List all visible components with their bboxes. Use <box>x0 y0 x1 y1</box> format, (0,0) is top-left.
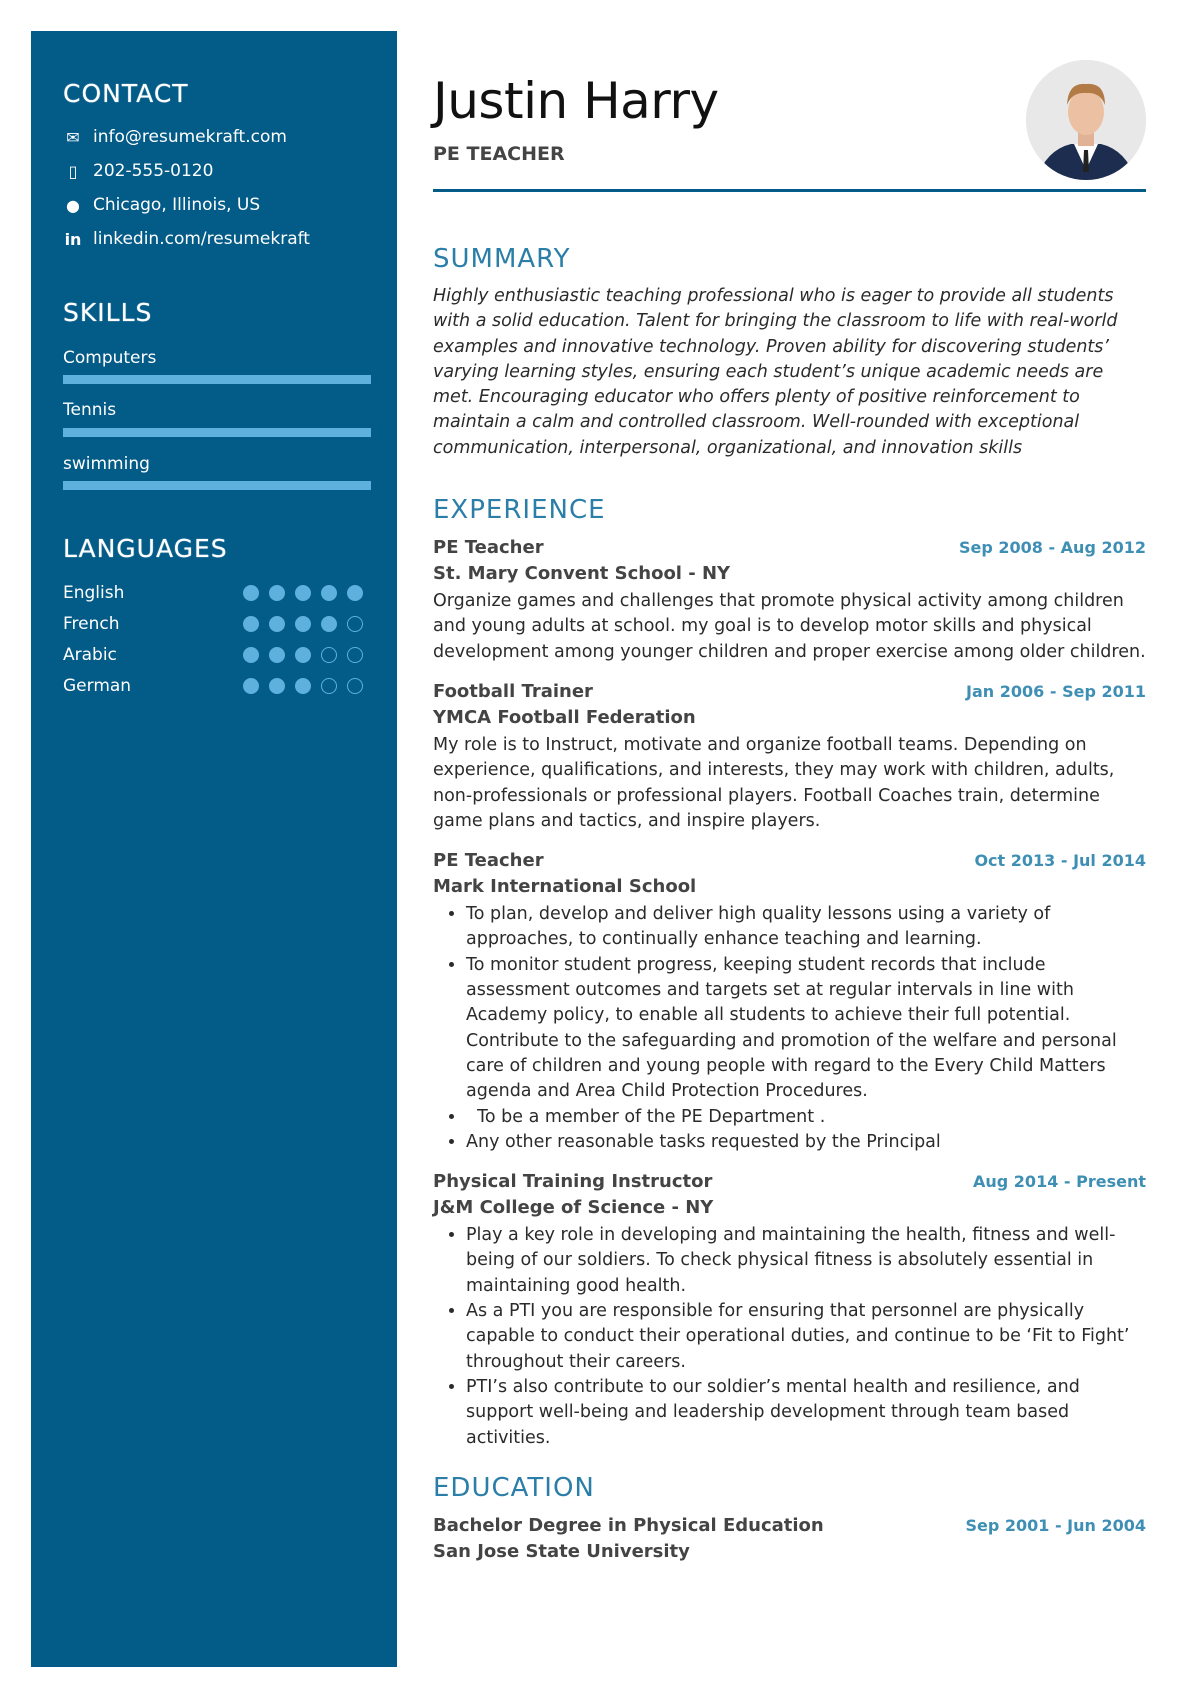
candidate-title: PE TEACHER <box>433 143 565 165</box>
degree: Bachelor Degree in Physical Education <box>433 1514 824 1536</box>
skills-heading: SKILLS <box>63 298 153 327</box>
skill-bar <box>63 481 371 490</box>
filled-dot-icon <box>321 616 337 632</box>
experience-item <box>433 1169 1146 1451</box>
job-dates: Jan 2006 - Sep 2011 <box>966 681 1146 701</box>
language-row <box>63 583 363 603</box>
job-title: PE Teacher <box>433 850 544 872</box>
experience-item <box>433 535 1146 665</box>
phone-text: 202-555-0120 <box>93 161 214 181</box>
education-heading: EDUCATION <box>433 1472 595 1503</box>
job-dates: Sep 2008 - Aug 2012 <box>958 538 1146 558</box>
language-rating <box>243 647 363 663</box>
education-item <box>433 1513 1146 1565</box>
language-name: Arabic <box>63 645 117 665</box>
school: San Jose State University <box>433 1540 690 1562</box>
language-row <box>63 645 363 665</box>
email-text: info@resumekraft.com <box>93 127 287 147</box>
job-bullet: • Play a key role in developing and maintaining the health, fitness and well-being of our soldiers. To check physical fitness is absolutely essential in maintaining good health. <box>466 1223 1146 1299</box>
location-text: Chicago, Illinois, US <box>93 195 261 215</box>
filled-dot-icon <box>243 647 259 663</box>
empty-dot-icon <box>321 678 337 694</box>
location-pin-icon: ● <box>66 195 80 215</box>
filled-dot-icon <box>243 585 259 601</box>
summary-text: Highly enthusiastic teaching professional who is eager to provide all students with a solid education. Talent for bringing the classroom to life with real-world examples and innovative technology. Proven ability for discovering students’ varying learning styles, ensuring each student’s unique academic needs are met. Encouraging educator who offers plenty of positive reinforcement to maintain a calm and controlled classroom. Well-rounded with exceptional communication, interpersonal, organizational, and innovation skills <box>433 286 1118 458</box>
contact-location <box>63 195 260 215</box>
job-title: Physical Training Instructor <box>433 1171 713 1193</box>
empty-dot-icon <box>347 647 363 663</box>
job-bullet: • Any other reasonable tasks requested by the Principal <box>466 1130 1146 1155</box>
language-rating <box>243 678 363 694</box>
phone-icon: ▯ <box>68 161 78 181</box>
filled-dot-icon <box>269 647 285 663</box>
filled-dot-icon <box>295 678 311 694</box>
header-divider <box>433 189 1146 192</box>
language-row <box>63 614 363 634</box>
sidebar <box>31 31 397 1667</box>
job-company: J&M College of Science - NY <box>433 1197 714 1219</box>
filled-dot-icon <box>347 585 363 601</box>
contact-phone <box>63 161 213 181</box>
language-name: German <box>63 676 132 696</box>
contact-heading: CONTACT <box>63 79 189 108</box>
filled-dot-icon <box>295 585 311 601</box>
linkedin-text: linkedin.com/resumekraft <box>93 229 310 249</box>
filled-dot-icon <box>243 616 259 632</box>
empty-dot-icon <box>321 647 337 663</box>
filled-dot-icon <box>295 647 311 663</box>
language-rating <box>243 585 363 601</box>
filled-dot-icon <box>269 616 285 632</box>
job-description: Organize games and challenges that promote physical activity among children and young adults at school. my goal is to develop motor skills and physical development among younger children and proper exercise among older children. <box>433 591 1146 662</box>
job-bullet: • To monitor student progress, keeping student records that include assessment outcomes and targets set at regular intervals in line with Academy policy, to enable all students to achieve their full potential. Contribute to the safeguarding and promotion of the welfare and personal care of children and young people with regard to the Every Child Matters agenda and Area Child Protection Procedures. <box>466 953 1146 1105</box>
filled-dot-icon <box>243 678 259 694</box>
experience-item <box>433 679 1146 834</box>
education-dates: Sep 2001 - Jun 2004 <box>965 1515 1146 1535</box>
job-bullet: • As a PTI you are responsible for ensuring that personnel are physically capable to conduct their operational duties, and continue to be ‘Fit to Fight’ throughout their careers. <box>466 1299 1146 1375</box>
job-title: Football Trainer <box>433 680 593 702</box>
job-company: Mark International School <box>433 876 697 898</box>
summary-heading: SUMMARY <box>433 244 571 274</box>
job-bullets <box>433 902 1146 1155</box>
empty-dot-icon <box>347 616 363 632</box>
language-row <box>63 676 363 696</box>
filled-dot-icon <box>269 585 285 601</box>
linkedin-icon: in <box>64 229 82 249</box>
language-rating <box>243 616 363 632</box>
empty-dot-icon <box>347 678 363 694</box>
job-bullet: • PTI’s also contribute to our soldier’s mental health and resilience, and support well-being and leadership development through team based activities. <box>466 1375 1146 1451</box>
job-title: PE Teacher <box>433 537 544 559</box>
contact-linkedin[interactable] <box>63 229 310 249</box>
job-bullets <box>433 1223 1146 1451</box>
job-description: My role is to Instruct, motivate and organize football teams. Depending on experience, qualifications, and interests, they may work with children, adults, non-professionals or professional players. Football Coaches train, determine game plans and tactics, and inspire players. <box>433 734 1115 831</box>
skill-name: swimming <box>63 454 150 474</box>
job-bullet: • To plan, develop and deliver high quality lessons using a variety of approaches, to continually enhance teaching and learning. <box>466 902 1146 953</box>
job-dates: Aug 2014 - Present <box>973 1172 1146 1192</box>
experience-item <box>433 848 1146 1155</box>
filled-dot-icon <box>269 678 285 694</box>
contact-email[interactable] <box>63 127 287 147</box>
job-company: YMCA Football Federation <box>433 706 696 728</box>
filled-dot-icon <box>321 585 337 601</box>
experience-heading: EXPERIENCE <box>433 495 606 526</box>
language-name: French <box>63 614 120 634</box>
job-company: St. Mary Convent School - NY <box>433 563 731 585</box>
candidate-name: Justin Harry <box>433 72 719 130</box>
filled-dot-icon <box>295 616 311 632</box>
languages-heading: LANGUAGES <box>63 534 228 563</box>
language-name: English <box>63 583 125 603</box>
skill-name: Computers <box>63 348 157 368</box>
skill-bar <box>63 428 371 437</box>
envelope-icon: ✉ <box>66 127 80 147</box>
job-bullet: • To be a member of the PE Department . <box>466 1105 1146 1130</box>
skill-bar <box>63 375 371 384</box>
skill-name: Tennis <box>63 400 117 420</box>
job-dates: Oct 2013 - Jul 2014 <box>974 851 1146 871</box>
profile-photo <box>1026 60 1146 180</box>
